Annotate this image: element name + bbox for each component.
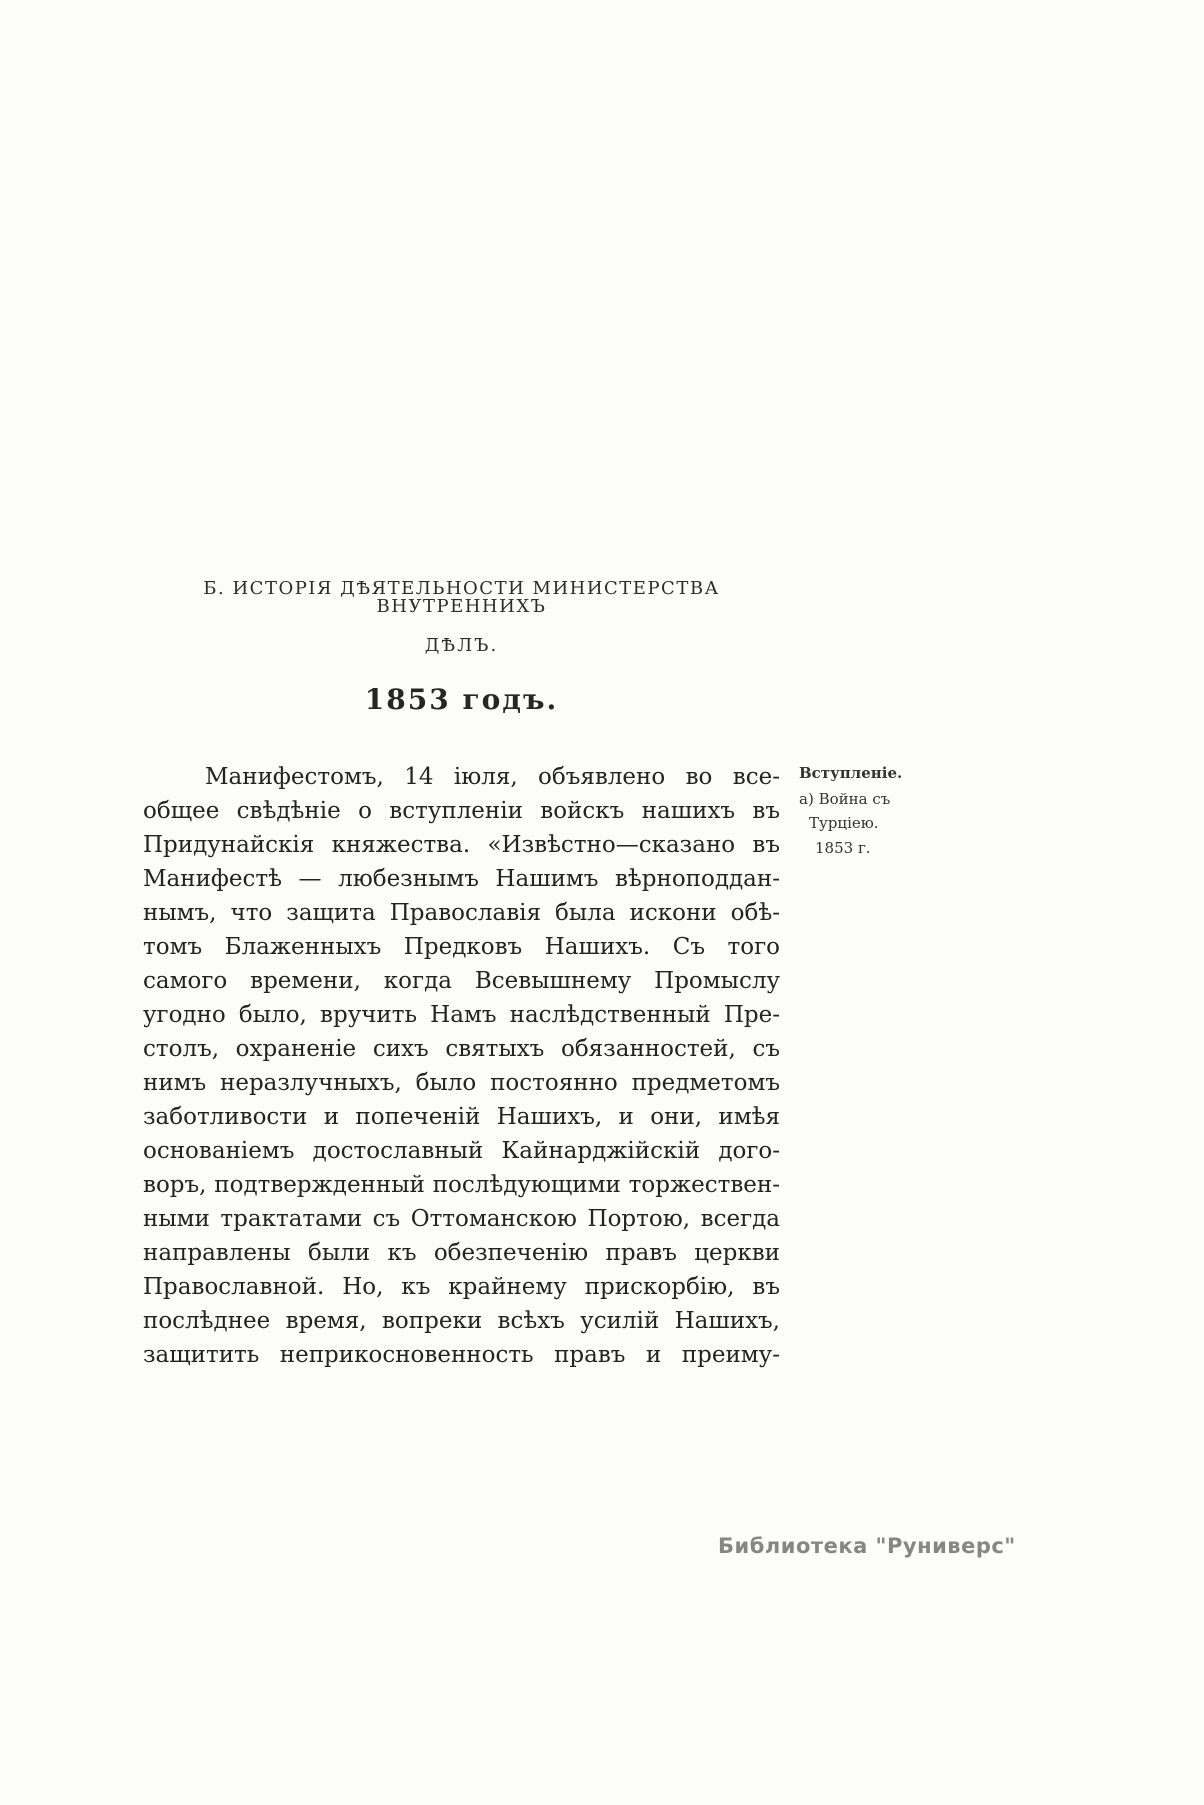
heading-line-2: ДѢЛЪ. [424, 635, 499, 656]
year-heading: 1853 годъ. [364, 683, 559, 716]
margin-note [799, 766, 919, 856]
watermark-runivers: Библиотека "Руниверс" [718, 1534, 1016, 1558]
body-text-line: воръ, подтвержденный послѣдующими торжествен- [143, 1172, 780, 1198]
body-text-line: защитить неприкосновенность правъ и преиму- [143, 1342, 780, 1368]
body-text-line: угодно было, вручить Намъ наслѣдственный Пре- [143, 1002, 780, 1028]
body-text-line: столъ, охраненіе сихъ святыхъ обязанностей, съ [143, 1036, 780, 1062]
body-text-line: ными трактатами съ Оттоманскою Портою, всегда [143, 1206, 780, 1232]
body-text-line: Манифестомъ, 14 іюля, объявлено во все- [205, 764, 780, 790]
document-heading [143, 580, 780, 655]
body-text-line: заботливости и попеченій Нашихъ, и они, имѣя [143, 1104, 780, 1130]
body-text-line: направлены были къ обезпеченію правъ церкви [143, 1240, 780, 1266]
body-text-line: нымъ, что защита Православія была искони обѣ- [143, 900, 780, 926]
body-text-line: нимъ неразлучныхъ, было постоянно предметомъ [143, 1070, 780, 1096]
body-text-line: томъ Блаженныхъ Предковъ Нашихъ. Съ того [143, 934, 780, 960]
body-text-line: Православной. Но, къ крайнему прискорбію, въ [143, 1274, 780, 1300]
body-text-line: Придунайскія княжества. «Извѣстно—сказано въ [143, 832, 780, 858]
body-text-line: самого времени, когда Всевышнему Промыслу [143, 968, 780, 994]
body-text-line: послѣднее время, вопреки всѣхъ усилій Нашихъ, [143, 1308, 780, 1334]
margin-note-line: Турціею. [809, 814, 879, 832]
body-text-line: Манифестѣ — любезнымъ Нашимъ вѣрноподдан- [143, 866, 780, 892]
body-paragraph [143, 760, 780, 1372]
body-text-line: общее свѣдѣніе о вступленіи войскъ нашихъ въ [143, 798, 780, 824]
margin-note-intro: Вступленіе. [799, 764, 903, 782]
margin-note-line: 1853 г. [815, 839, 871, 857]
body-text-line: основаніемъ достославный Кайнарджійскій дого- [143, 1138, 780, 1164]
margin-note-line: а) Война съ [799, 790, 891, 808]
heading-line-1: Б. ИСТОРІЯ ДѢЯТЕЛЬНОСТИ МИНИСТЕРСТВА ВНУТРЕННИХЪ [203, 578, 720, 617]
